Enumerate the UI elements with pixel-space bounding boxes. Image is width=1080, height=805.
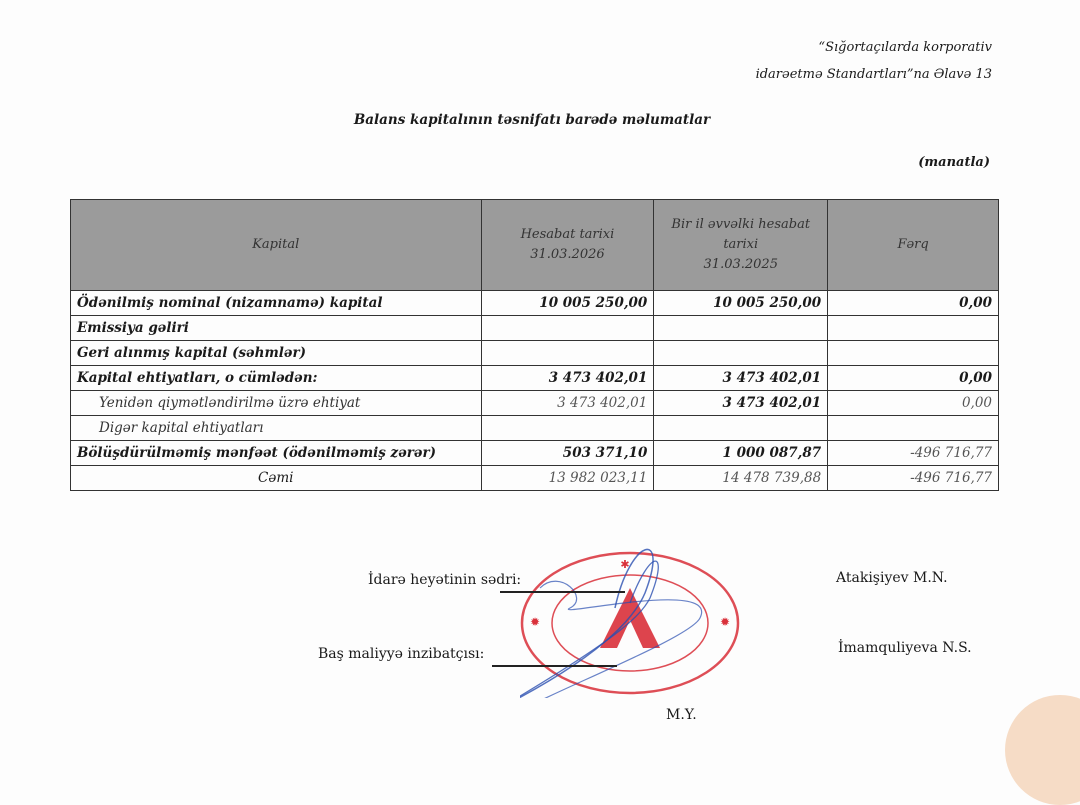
standard-reference xyxy=(756,34,992,88)
cell-current: 3 473 402,01 xyxy=(481,391,654,416)
cell-diff: 0,00 xyxy=(828,366,999,391)
row-label: Kapital ehtiyatları, o cümlədən: xyxy=(71,366,482,391)
header-text: Hesabat tarixi xyxy=(520,227,615,242)
document-title xyxy=(0,112,1080,128)
header-current-date xyxy=(481,200,654,291)
row-label: Cəmi xyxy=(71,466,482,491)
chairman-label: İdarə heyətinin sədri: xyxy=(368,572,522,588)
reference-line-2: idarəetmə Standartları”na Əlavə 13 xyxy=(755,67,992,82)
table-row xyxy=(71,391,999,416)
row-label: Ödənilmiş nominal (nizamnamə) kapital xyxy=(71,291,482,316)
row-label: Yenidən qiymətləndirilmə üzrə ehtiyat xyxy=(71,391,482,416)
cell-current: 3 473 402,01 xyxy=(481,366,654,391)
header-text: Bir il əvvəlki hesabat xyxy=(671,217,811,232)
cell-current xyxy=(481,416,654,441)
title-text: Balans kapitalının təsnifatı barədə məlumatlar xyxy=(353,112,711,128)
table-row xyxy=(71,316,999,341)
cell-diff xyxy=(828,341,999,366)
cfo-label: Baş maliyyə inzibatçısı: xyxy=(318,646,485,662)
table-row xyxy=(71,416,999,441)
table-total-row xyxy=(71,466,999,491)
row-label: Geri alınmış kapital (səhmlər) xyxy=(71,341,482,366)
cell-previous xyxy=(654,416,828,441)
cell-current: 13 982 023,11 xyxy=(481,466,654,491)
cell-previous: 14 478 739,88 xyxy=(654,466,828,491)
company-stamp xyxy=(520,548,750,698)
cell-previous: 3 473 402,01 xyxy=(654,366,828,391)
header-text: 31.03.2025 xyxy=(703,257,778,272)
cell-current xyxy=(481,316,654,341)
currency-unit: (manatla) xyxy=(918,155,990,170)
chairman-name: Atakişiyev M.N. xyxy=(836,570,948,586)
svg-text:✱: ✱ xyxy=(620,558,630,571)
header-previous-date xyxy=(654,200,828,291)
seal-place: M.Y. xyxy=(666,707,697,723)
cell-diff xyxy=(828,316,999,341)
header-text: tarixi xyxy=(723,237,759,252)
cfo-signature-line xyxy=(492,665,617,667)
table-row xyxy=(71,366,999,391)
table-header-row xyxy=(71,200,999,291)
row-label: Emissiya gəliri xyxy=(71,316,482,341)
cell-diff xyxy=(828,416,999,441)
table-row xyxy=(71,341,999,366)
cell-previous xyxy=(654,316,828,341)
cell-previous: 1 000 087,87 xyxy=(654,441,828,466)
corner-decoration xyxy=(1005,695,1080,805)
cell-diff: -496 716,77 xyxy=(828,466,999,491)
header-kapital: Kapital xyxy=(71,200,482,291)
table-row xyxy=(71,291,999,316)
cell-current xyxy=(481,341,654,366)
cell-diff: 0,00 xyxy=(828,291,999,316)
capital-table xyxy=(70,199,999,491)
header-difference: Fərq xyxy=(828,200,999,291)
svg-text:✹: ✹ xyxy=(720,615,731,629)
cell-current: 10 005 250,00 xyxy=(481,291,654,316)
cell-diff: -496 716,77 xyxy=(828,441,999,466)
cell-previous xyxy=(654,341,828,366)
svg-text:✹: ✹ xyxy=(530,615,541,629)
cell-current: 503 371,10 xyxy=(481,441,654,466)
table-row xyxy=(71,441,999,466)
cfo-name: İmamquliyeva N.S. xyxy=(838,640,972,656)
cell-previous: 10 005 250,00 xyxy=(654,291,828,316)
row-label: Bölüşdürülməmiş mənfəət (ödənilməmiş zərər) xyxy=(71,441,482,466)
chairman-signature-line xyxy=(500,591,625,593)
row-label: Digər kapital ehtiyatları xyxy=(71,416,482,441)
cell-diff: 0,00 xyxy=(828,391,999,416)
reference-line-1: “Sığortaçılarda korporativ xyxy=(818,40,992,55)
header-text: 31.03.2026 xyxy=(530,247,605,262)
cell-previous: 3 473 402,01 xyxy=(654,391,828,416)
